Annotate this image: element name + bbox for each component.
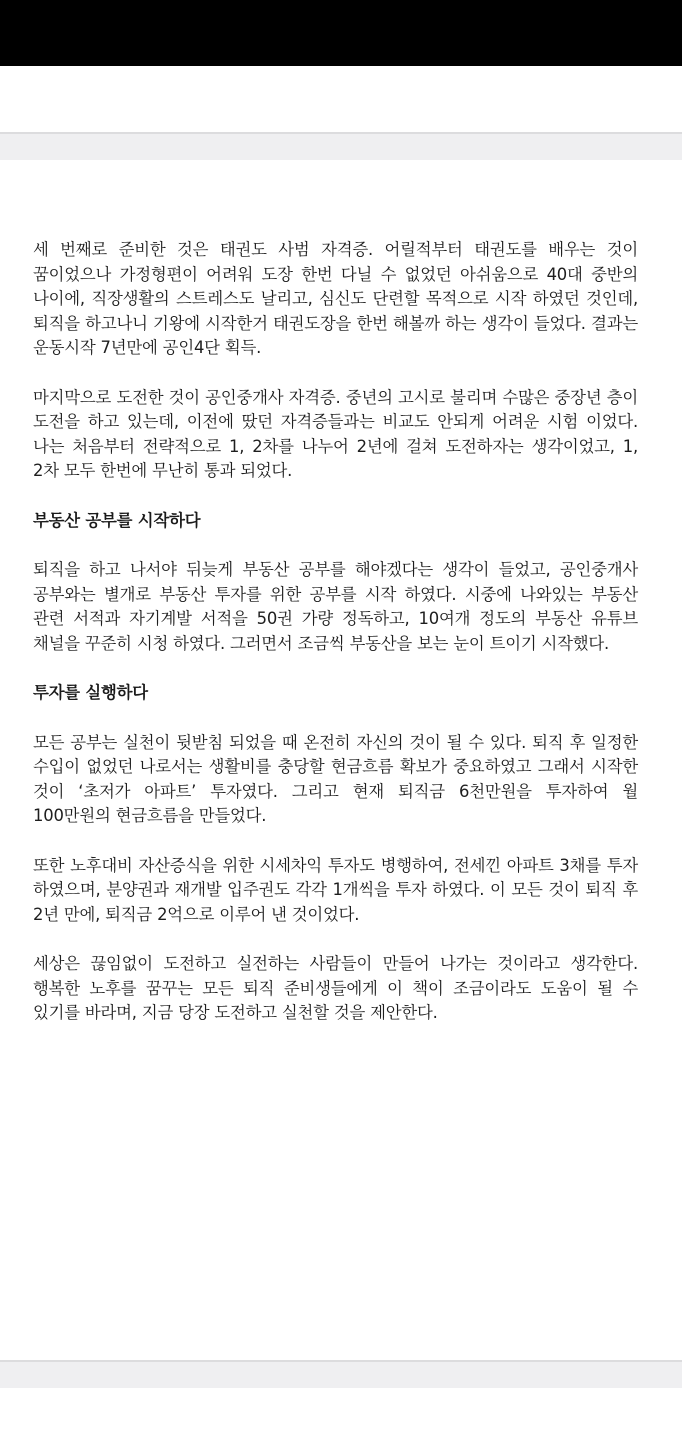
section-heading-investment: 투자를 실행하다 (33, 683, 148, 702)
paragraph-taekwondo: 세 번째로 준비한 것은 태권도 사범 자격증. 어릴적부터 태권도를 배우는 것이 꿈이었으나 가정형편이 어려워 도장 한번 다닐 수 없었던 아쉬움으로 40대 중반의 나이에, 직장생활의 스트레스도 날리고, 심신도 단련할 목적으로 시작 하였던 것인데, 퇴직을 하고나니 기왕에 시작한거 태권도장을 한번 해볼까 하는 생각이 들었다. 결과는 운동시작 7년만에 공인4단 획득. (33, 240, 638, 357)
viewer-bottom-band (0, 1388, 682, 1440)
paragraph-closing: 세상은 끊임없이 도전하고 실전하는 사람들이 만들어 나가는 것이라고 생각한다. 행복한 노후를 꿈꾸는 모든 퇴직 준비생들에게 이 책이 조금이라도 도움이 될 수 있기를 바라며, 지금 당장 도전하고 실천할 것을 제안한다. (33, 954, 638, 1022)
page-separator-top (0, 132, 682, 160)
document-page[interactable] (0, 160, 682, 1360)
status-bar (0, 0, 682, 66)
paragraph-investment: 모든 공부는 실천이 뒷받침 되었을 때 온전히 자신의 것이 될 수 있다. 퇴직 후 일정한 수입이 없었던 나로서는 생활비를 충당할 현금흐름 확보가 중요하였고 그래서 시작한 것이 ‘초저가 아파트’ 투자였다. 그리고 현재 퇴직금 6천만원을 투자하여 월 100만원의 현금흐름을 만들었다. (33, 732, 638, 825)
section-heading-real-estate-study: 부동산 공부를 시작하다 (33, 510, 201, 530)
article-body (33, 238, 638, 1026)
paragraph-realtor-license: 마지막으로 도전한 것이 공인중개사 자격증. 중년의 고시로 불리며 수많은 중장년 층이 도전을 하고 있는데, 이전에 땄던 자격증들과는 비교도 안되게 어려운 시험 이었다. 나는 처음부터 전략적으로 1, 2차를 나누어 2년에 걸쳐 도전하자는 생각이었고, 1, 2차 모두 한번에 무난히 통과 되었다. (33, 387, 638, 480)
viewer-top-band (0, 66, 682, 132)
paragraph-real-estate-study: 퇴직을 하고 나서야 뒤늦게 부동산 공부를 해야겠다는 생각이 들었고, 공인중개사 공부와는 별개로 부동산 투자를 위한 공부를 시작 하였다. 시중에 나와있는 부동산 관련 서적과 자기계발 서적을 50권 가량 정독하고, 10여개 정도의 부동산 유튜브 채널을 꾸준히 시청 하였다. 그러면서 조금씩 부동산을 보는 눈이 트이기 시작했다. (33, 560, 638, 653)
paragraph-capital-gains: 또한 노후대비 자산증식을 위한 시세차익 투자도 병행하여, 전세낀 아파트 3채를 투자 하였으며, 분양권과 재개발 입주권도 각각 1개씩을 투자 하였다. 이 모든 것이 퇴직 후 2년 만에, 퇴직금 2억으로 이루어 낸 것이었다. (33, 855, 638, 924)
page-separator-bottom (0, 1360, 682, 1388)
